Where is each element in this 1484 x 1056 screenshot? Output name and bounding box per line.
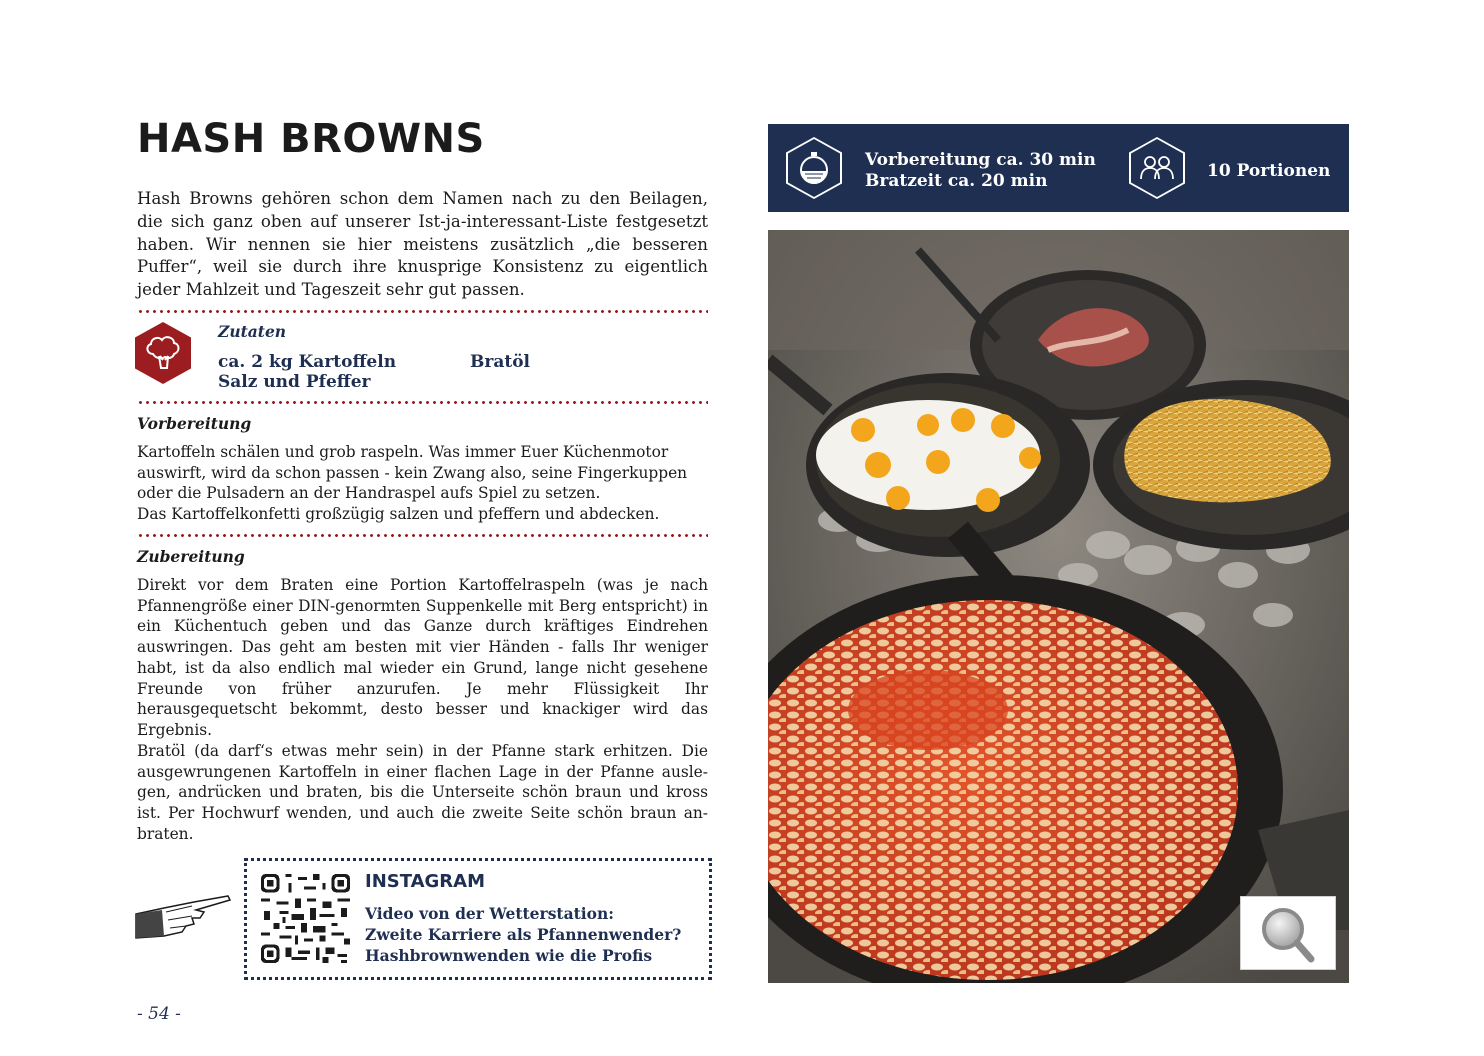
zoom-button[interactable] — [1240, 896, 1336, 970]
magnifier-icon — [1241, 897, 1335, 969]
preparation-line: Das Kartoffelkonfetti großzügig salzen und pfeffern und abdecken. — [137, 505, 660, 524]
divider — [137, 534, 708, 537]
cooking-heading: Zubereitung — [137, 547, 245, 566]
ingredient-item: Salz und Pfeffer — [218, 372, 371, 392]
preparation-heading: Vorbereitung — [137, 414, 252, 433]
recipe-info-bar — [768, 124, 1349, 212]
pointing-hand-icon — [134, 892, 234, 942]
broccoli-icon — [135, 322, 191, 384]
page-number: - 54 - — [137, 1004, 181, 1024]
cooking-paragraph: Direkt vor dem Braten eine Portion Kartoffelraspeln (was je nach Pfannengröße einer DIN-genormten Suppenkelle mit Berg entspricht) in ein Küchentuch geben und das Ganze durch kräftiges Eindrehen auswringen. Das geht am besten mit vier Händen - falls Ihr weniger habt, ist da also endlich mal wieder ein Grund, lange nicht gesehene Freunde von früher anzurufen. Je mehr Flüssigkeit Ihr herausgequetscht bekommt, desto besser und knackiger wird das Ergebnis. — [137, 576, 708, 739]
intro-paragraph: Hash Browns gehören schon dem Namen nach zu den Beilagen, die sich ganz oben auf unserer Ist-ja-interessant-Liste festgesetzt haben. Wir nennen sie hier meistens zusätzlich „die besseren Puffer“, weil sie durch ihre knusprige Konsistenz zu eigentlich jeder Mahlzeit und Tageszeit sehr gut passen. — [137, 189, 708, 300]
ingredients-heading: Zutaten — [218, 322, 287, 341]
preparation-text — [137, 442, 708, 525]
instagram-link[interactable]: Zweite Karriere als Pfannenwender? — [365, 925, 682, 944]
qr-code-icon[interactable] — [261, 874, 350, 963]
ingredient-item: Bratöl — [470, 352, 530, 372]
instagram-title: INSTAGRAM — [365, 871, 486, 892]
page-title: HASH BROWNS — [137, 116, 485, 162]
cooking-paragraph: Bratöl (da darf‘s etwas mehr sein) in der Pfanne stark erhitzen. Die ausgewrungenen Kartoffeln in einer flachen Lage in der Pfanne auslegen, andrücken und braten, bis die Unterseite schön braun und kross ist. Per Hochwurf wenden, und auch die zweite Seite schön braun anbraten. — [137, 742, 708, 843]
portions: 10 Portionen — [1207, 161, 1331, 181]
stopwatch-icon — [786, 137, 842, 199]
dish-photo — [768, 230, 1349, 983]
preparation-line: oder die Pulsadern an der Handraspel aufs Spiel zu setzen. — [137, 484, 601, 503]
cook-time: Bratzeit ca. 20 min — [865, 171, 1048, 191]
divider — [137, 310, 708, 313]
instagram-link[interactable]: Video von der Wetterstation: — [365, 904, 615, 923]
preparation-line: auswirft, wird da schon passen - kein Zwang also, seine Fingerkuppen — [137, 463, 688, 482]
divider — [137, 401, 708, 404]
preparation-line: Kartoffeln schälen und grob raspeln. Was immer Euer Küchenmotor — [137, 443, 669, 461]
instagram-link[interactable]: Hashbrownwenden wie die Profis — [365, 946, 653, 965]
ingredient-item: ca. 2 kg Kartoffeln — [218, 352, 397, 372]
prep-time: Vorbereitung ca. 30 min — [865, 150, 1096, 170]
people-icon — [1129, 137, 1185, 199]
